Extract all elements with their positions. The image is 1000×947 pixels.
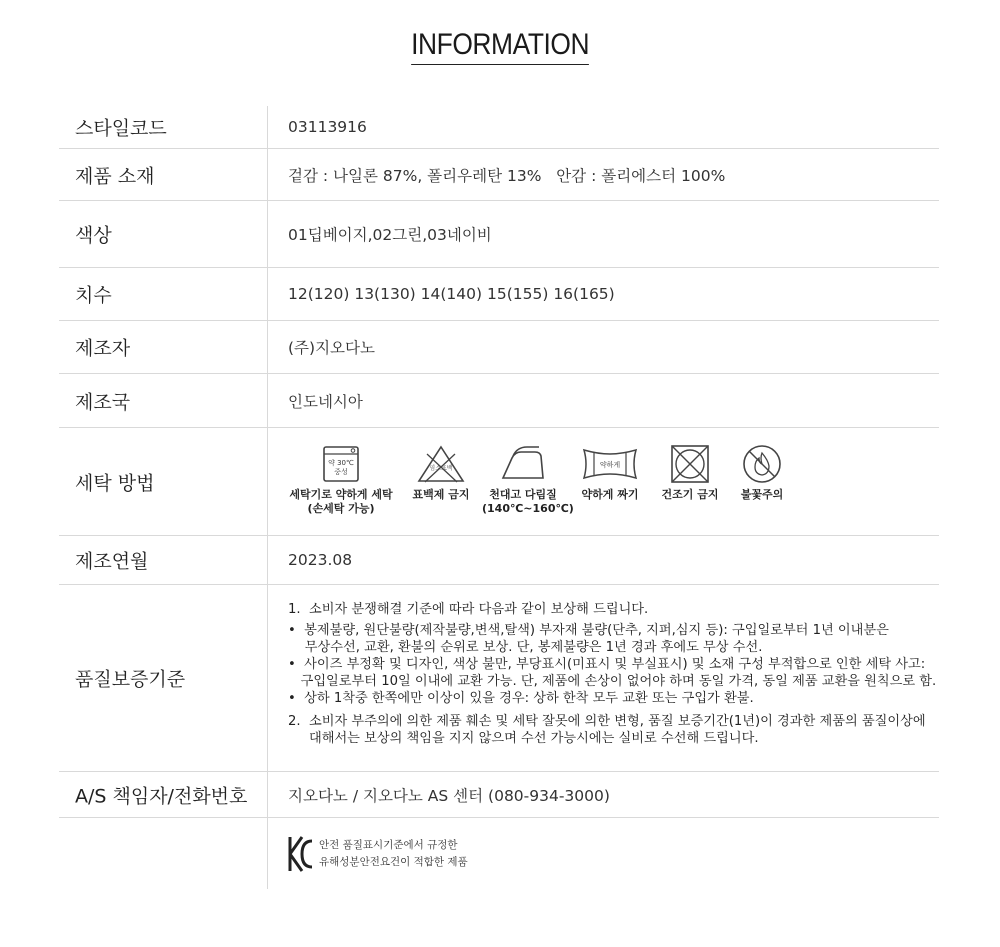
row-manufacture-date <box>59 536 939 585</box>
svg-text:약하게: 약하게 <box>599 461 621 469</box>
row-care <box>59 428 939 536</box>
keep-away-from-fire-icon <box>740 444 784 484</box>
row-value: 겉감 : 나일론 87%, 폴리우레탄 13% 안감 : 폴리에스터 100% <box>288 166 726 185</box>
row-color <box>59 201 939 268</box>
no-bleach-icon <box>415 444 467 484</box>
page-title: INFORMATION <box>0 28 1000 65</box>
row-label: 세탁 방법 <box>75 472 155 494</box>
row-value: 12(120) 13(130) 14(140) 15(155) 16(165) <box>288 285 615 303</box>
care-no-tumble <box>658 444 722 502</box>
gentle-wring-icon <box>580 444 640 484</box>
row-manufacturer <box>59 321 939 374</box>
quality-text <box>288 601 938 747</box>
kc-mark <box>288 835 468 877</box>
iron-icon <box>499 444 547 484</box>
quality-line: • 봉제불량, 원단불량(제작불량,변색,탈색) 부자재 불량(단추, 지퍼,심지 등): 구입일로부터 1년 이내분은 <box>288 623 889 638</box>
row-quality <box>59 585 939 772</box>
care-caption: 약하게 짜기 <box>581 488 639 501</box>
row-label: 색상 <box>75 224 112 247</box>
row-label: 스타일코드 <box>75 117 167 140</box>
row-country <box>59 374 939 428</box>
care-icons <box>288 444 848 534</box>
row-label: 품질보증기준 <box>75 668 186 691</box>
row-label: 치수 <box>75 284 112 307</box>
care-caption: 불꽃주의 <box>740 488 784 501</box>
row-kc <box>59 818 939 889</box>
care-caption: 세탁기로 약하게 세탁 (손세탁 가능) <box>289 488 393 515</box>
care-machine-wash <box>288 444 394 516</box>
quality-line: • 상하 1착중 한쪽에만 이상이 있을 경우: 상하 한착 모두 교환 또는 구입가 환불. <box>288 691 754 706</box>
quality-line: 2. 소비자 부주의에 의한 제품 훼손 및 세탁 잘못에 의한 변형, 품질 보증기간(1년)이 경과한 제품의 품질이상에 <box>288 714 926 729</box>
row-as-contact <box>59 772 939 818</box>
svg-text:염소표백: 염소표백 <box>429 465 453 472</box>
gentle-machine-wash-icon <box>321 444 361 484</box>
quality-line: 무상수선, 교환, 환불의 순위로 보상. 단, 봉제불량은 1년 경과 후에도 무상 수선. <box>288 640 763 655</box>
row-material <box>59 149 939 201</box>
care-fire <box>734 444 790 502</box>
kc-certification-icon <box>288 835 314 873</box>
row-style-code <box>59 106 939 149</box>
row-label: 제조자 <box>75 337 131 360</box>
quality-line: 구입일로부터 10일 이내에 교환 가능. 단, 제품에 손상이 없어야 하며 동일 가격, 동일 제품 교환을 원칙으로 함. <box>288 674 937 689</box>
care-caption: 건조기 금지 <box>661 488 719 501</box>
care-iron <box>482 444 574 516</box>
quality-line: • 사이즈 부정확 및 디자인, 색상 불만, 부당표시(미표시 및 부실표시) 및 소재 구성 부적합으로 인한 세탁 사고: <box>288 657 926 672</box>
row-label: 제조연월 <box>75 550 149 573</box>
care-no-bleach <box>408 444 474 502</box>
row-value: 지오다노 / 지오다노 AS 센터 (080-934-3000) <box>288 786 610 805</box>
row-value: 03113916 <box>288 118 367 136</box>
quality-line: 대해서는 보상의 책임을 지지 않으며 수선 가능시에는 실비로 수선해 드립니다. <box>288 731 759 746</box>
row-label: 제품 소재 <box>75 165 155 187</box>
care-caption: 천대고 다림질 (140℃~160℃) <box>482 488 574 515</box>
row-value: 인도네시아 <box>288 392 363 411</box>
row-value: 2023.08 <box>288 551 353 569</box>
row-value: (주)지오다노 <box>288 339 375 357</box>
svg-text:중성: 중성 <box>334 468 348 476</box>
svg-text:약 30℃: 약 30℃ <box>328 459 354 467</box>
care-wring <box>575 444 645 502</box>
quality-line: 1. 소비자 분쟁해결 기준에 따라 다음과 같이 보상해 드립니다. <box>288 602 649 617</box>
row-value: 01딥베이지,02그린,03네이비 <box>288 226 492 244</box>
row-label: A/S 책임자/전화번호 <box>75 785 248 807</box>
row-size <box>59 268 939 321</box>
care-caption: 표백제 금지 <box>412 488 470 501</box>
kc-text: 안전 품질표시기준에서 규정한 유해성분안전요건이 적합한 제품 <box>319 839 468 868</box>
no-tumble-dry-icon <box>668 444 712 484</box>
row-label: 제조국 <box>75 391 131 413</box>
